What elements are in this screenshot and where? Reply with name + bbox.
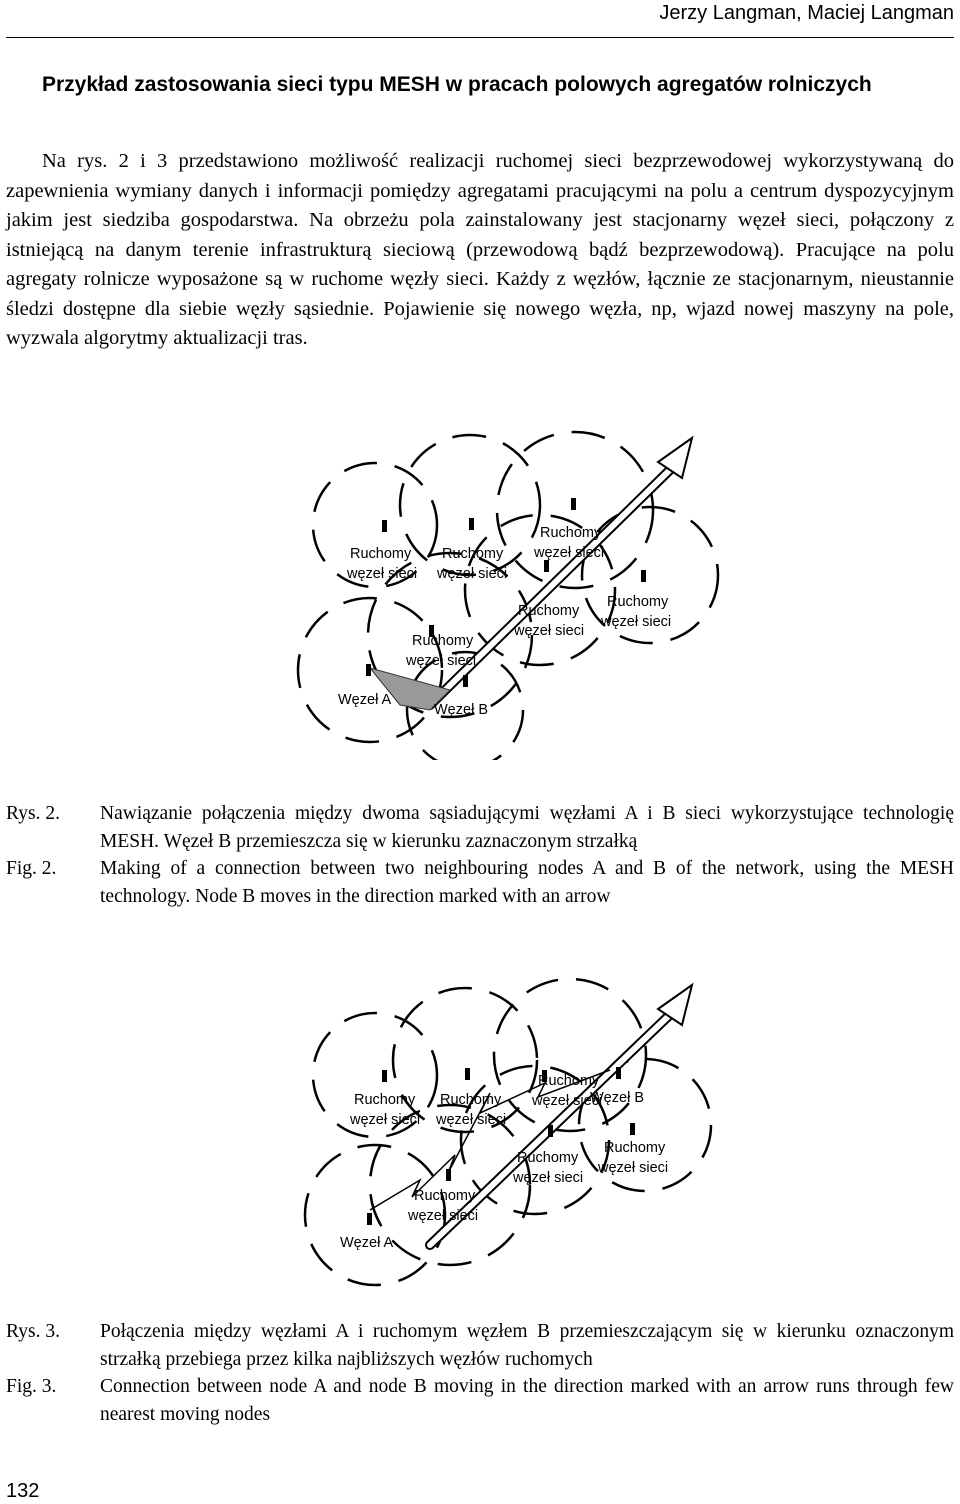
page-number: 132 [6,1480,40,1502]
body-paragraph-text: Na rys. 2 i 3 przedstawiono możliwość realizacji ruchomej sieci bezprzewodowej wykorzystywaną do zapewnienia wymiany danych i informacji pomiędzy agregatami pracującymi na polu a centrum dyspozycyjnym jakim jest siedziba gospodarstwa. Na obrzeżu pola zainstalowany jest stacjonarny węzeł sieci, połączony z istniejącą na danym terenie infrastrukturą sieciową (przewodową bądź bezprzewodową). Pracujące na polu agregaty rolnicze wyposażone są w ruchome węzły sieci. Każdy z węzłów, łącznie ze stacjonarnym, nieustannie śledzi dostępne dla siebie węzły sąsiednie. Pojawienie się nowego węzła, np, wjazd nowej maszyny na pole, wyzwala algorytmy aktualizacji tras. [6,150,954,349]
figure-2-mesh-diagram [280,420,720,760]
label-mobile-6a: Ruchomy [414,1188,476,1204]
node-icon [465,1068,470,1080]
node-a-icon [367,1213,372,1225]
caption-3-pl-label: Rys. 3. [6,1321,60,1342]
body-paragraph [6,147,954,354]
caption-2-en-label: Fig. 2. [6,858,57,879]
label-mobile-4a: Ruchomy [518,603,580,619]
caption-3-polish [6,1318,954,1373]
label-mobile-3b: węzeł sieci [534,545,605,561]
caption-figure-3 [6,1318,954,1428]
label-mobile-2b: węzeł sieci [437,566,508,582]
label-mobile-3b: węzeł sieci [532,1093,603,1109]
node-icon [446,1169,451,1181]
caption-2-english [6,855,954,910]
caption-3-en-text: Connection between node A and node B moving in the direction marked with an arrow runs through few nearest moving nodes [100,1376,954,1425]
label-mobile-5b: węzeł sieci [598,1160,669,1176]
caption-3-en-label: Fig. 3. [6,1376,57,1397]
label-mobile-1a: Ruchomy [354,1092,416,1108]
label-mobile-3a: Ruchomy [538,1073,600,1089]
label-mobile-2a: Ruchomy [442,546,504,562]
caption-3-pl-text: Połączenia między węzłami A i ruchomym węzłem B przemieszczającym się w kierunku oznaczonym strzałką przebiega przez kilka najbliższych węzłów ruchomych [100,1321,954,1370]
label-node-b: Węzeł B [590,1090,644,1106]
node-icon [571,498,576,510]
label-mobile-4a: Ruchomy [517,1150,579,1166]
caption-2-polish [6,800,954,855]
range-circle [370,1105,530,1265]
label-node-a: Węzeł A [338,692,392,708]
label-mobile-5a: Ruchomy [607,594,669,610]
label-mobile-6b: węzeł sieci [408,1208,479,1224]
caption-2-pl-label: Rys. 2. [6,803,60,824]
caption-2-en-text: Making of a connection between two neighbouring nodes A and B of the network, using the MESH technology. Node B moves in the direction marked with an arrow [100,858,954,907]
label-mobile-1b: węzeł sieci [350,1112,421,1128]
figure-3-svg [280,975,720,1295]
label-mobile-4b: węzeł sieci [514,623,585,639]
label-mobile-6a: Ruchomy [412,633,474,649]
label-node-b: Węzeł B [434,702,488,718]
range-circle [393,988,537,1132]
node-icon [641,570,646,582]
caption-figure-2 [6,800,954,910]
running-header-authors: Jerzy Langman, Maciej Langman [659,2,954,24]
section-title: Przykład zastosowania sieci typu MESH w pracach polowych agregatów rolniczych [42,73,872,96]
label-mobile-4b: węzeł sieci [513,1170,584,1186]
label-mobile-2b: węzeł sieci [436,1112,507,1128]
header-rule [6,37,954,38]
label-mobile-3a: Ruchomy [540,525,602,541]
caption-2-pl-text: Nawiązanie połączenia między dwoma sąsiadującymi węzłami A i B sieci wykorzystujące technologię MESH. Węzeł B przemieszcza się w kierunku zaznaczonym strzałką [100,803,954,852]
node-icon [469,518,474,530]
node-b-icon [616,1067,621,1079]
label-mobile-5a: Ruchomy [604,1140,666,1156]
label-mobile-6b: węzeł sieci [406,653,477,669]
label-mobile-1b: węzeł sieci [347,566,418,582]
node-b-icon [463,675,468,687]
label-mobile-1a: Ruchomy [350,546,412,562]
node-a-icon [366,664,371,676]
node-icon [382,520,387,532]
node-icon [544,560,549,572]
caption-3-english [6,1373,954,1428]
node-icon [630,1123,635,1135]
figure-2-svg [280,420,720,760]
node-icon [382,1070,387,1082]
label-mobile-5b: węzeł sieci [601,614,672,630]
label-node-a: Węzeł A [340,1235,394,1251]
figure-3-mesh-diagram [280,975,720,1295]
label-mobile-2a: Ruchomy [440,1092,502,1108]
node-icon [548,1125,553,1137]
